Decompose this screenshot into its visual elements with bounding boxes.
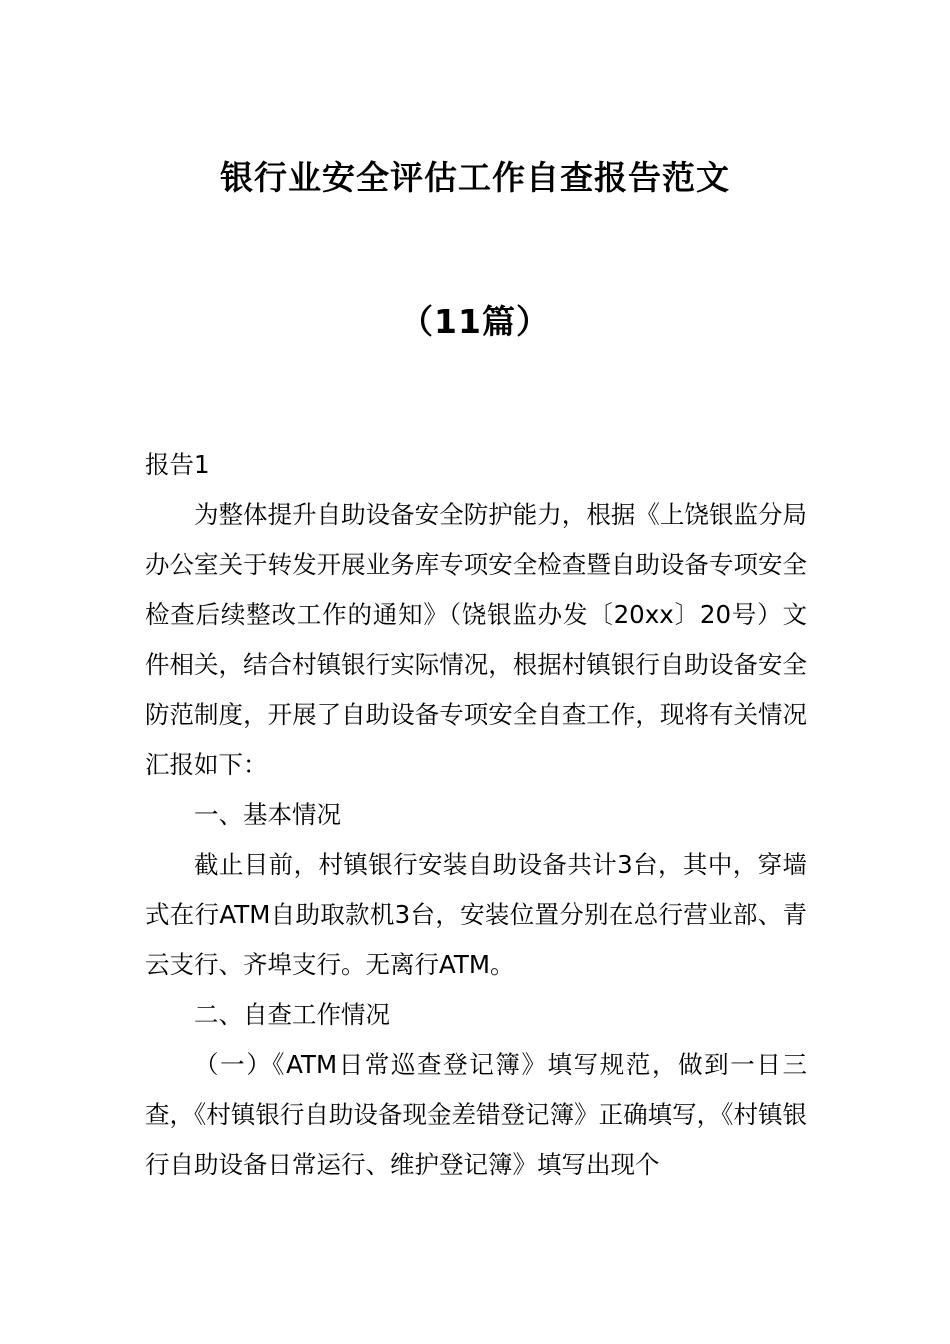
document-body xyxy=(145,440,807,1190)
section-heading-selfcheck: 二、自查工作情况 xyxy=(194,1000,390,1029)
intro-paragraph: 为整体提升自助设备安全防护能力，根据《上饶银监分局办公室关于转发开展业务库专项安全检查暨自助设备专项安全检查后续整改工作的通知》（饶银监办发〔20xx〕20号）文件相关，结合村镇银行实际情况，根据村镇银行自助设备安全防范制度，开展了自助设备专项安全自查工作，现将有关情况汇报如下： xyxy=(145,500,807,779)
document-title: 银行业安全评估工作自查报告范文 xyxy=(220,158,730,197)
section-heading-basic: 一、基本情况 xyxy=(194,800,341,829)
basic-info-paragraph: 截止目前，村镇银行安装自助设备共计3台，其中，穿墙式在行ATM自助取款机3台，安装位置分别在总行营业部、青云支行、齐埠支行。无离行ATM。 xyxy=(145,850,807,979)
document-subtitle: （11篇） xyxy=(400,302,550,341)
report-label: 报告1 xyxy=(145,450,210,479)
selfcheck-item-paragraph: （一）《ATM日常巡查登记簿》填写规范，做到一日三查，《村镇银行自助设备现金差错登记簿》正确填写，《村镇银行自助设备日常运行、维护登记簿》填写出现个 xyxy=(145,1050,807,1179)
